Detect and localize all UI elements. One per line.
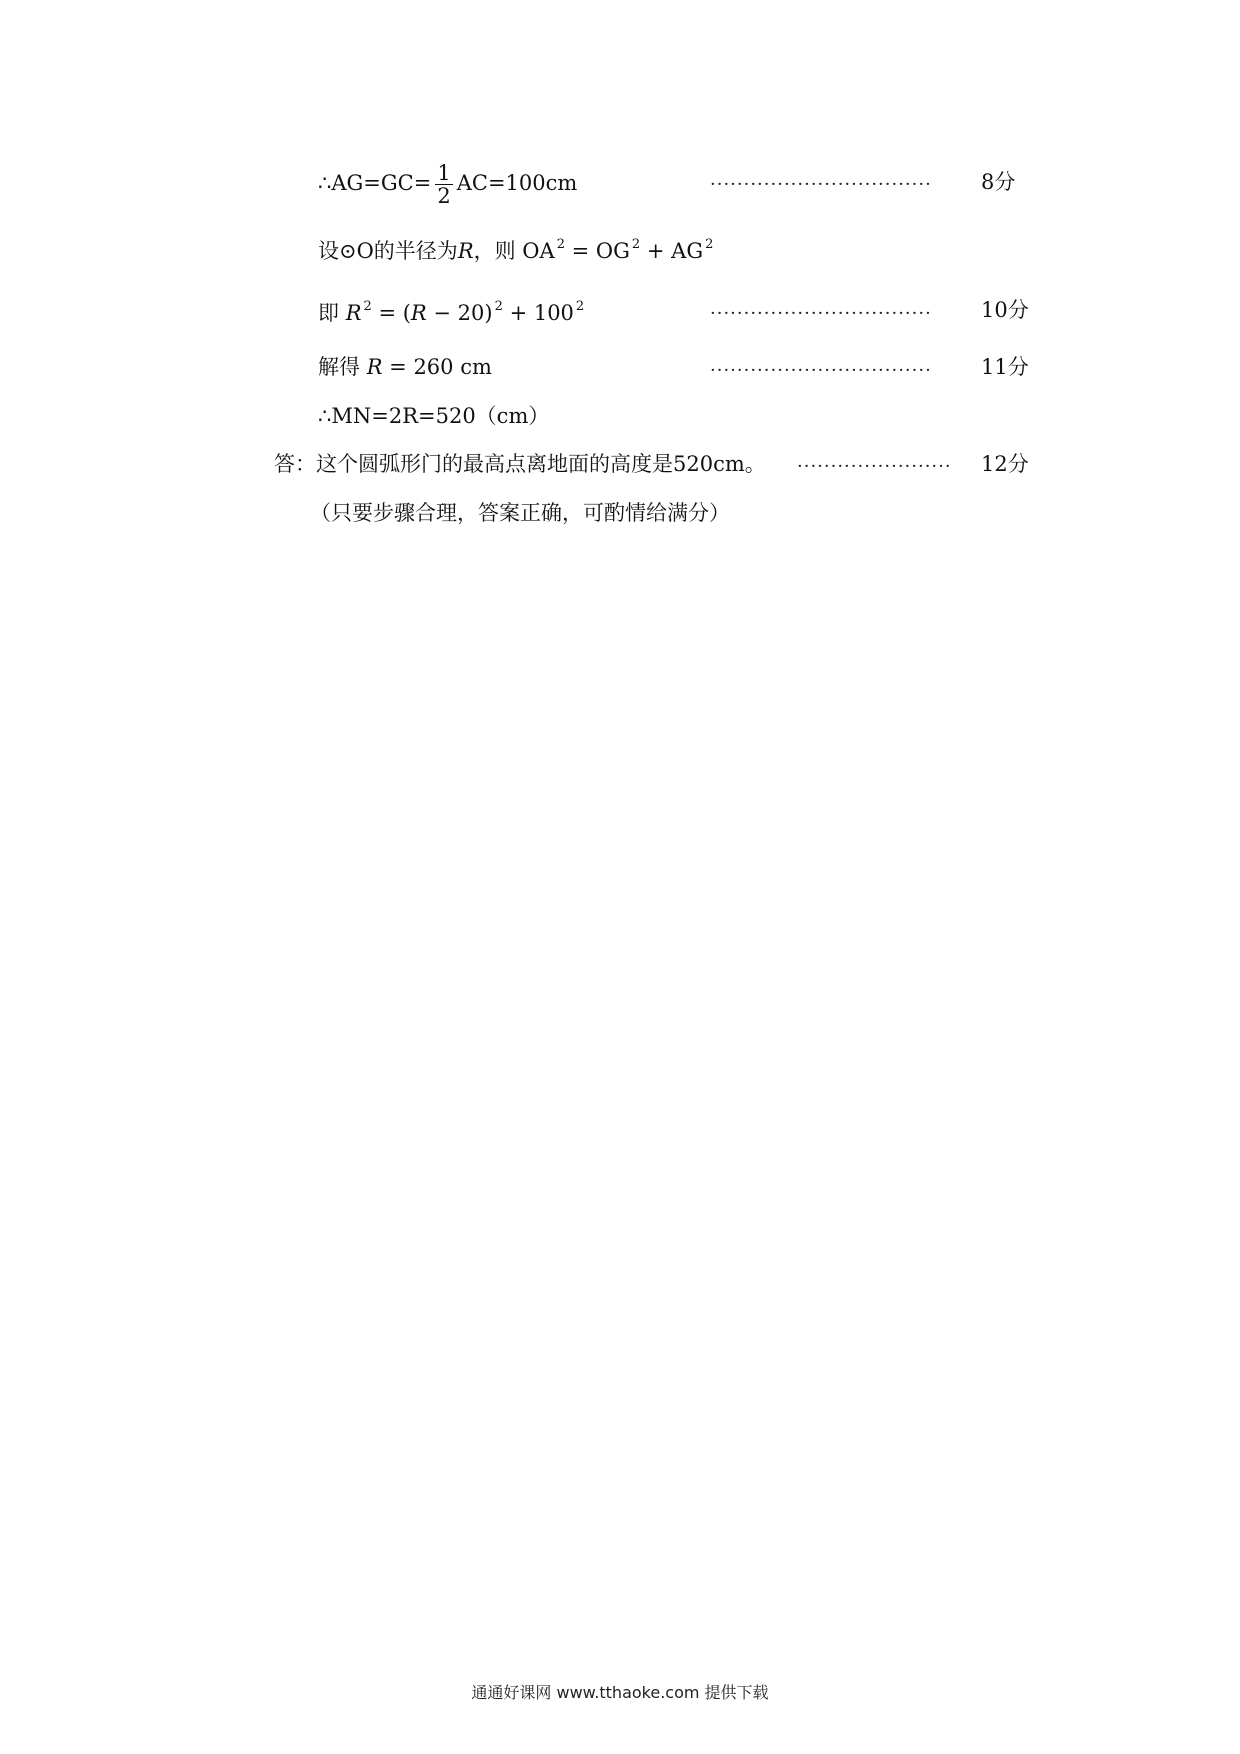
- variable-r: R: [366, 355, 383, 379]
- step-equation-eq: = (: [371, 301, 411, 325]
- step-ag-gc-suffix: AC=100cm: [456, 171, 578, 196]
- score-8: 8分: [981, 170, 1016, 194]
- score-leader-8: ·································: [710, 174, 932, 195]
- score-11: 11分: [981, 355, 1029, 379]
- fraction-numerator: 1: [437, 161, 451, 185]
- step-solution: [318, 357, 492, 378]
- step-radius-prefix: 设⊙O的半径为: [318, 239, 458, 263]
- exponent: 2: [575, 299, 585, 314]
- step-solution-prefix: 解得: [318, 355, 367, 379]
- exponent: 2: [363, 299, 372, 314]
- step-radius-oa: ，则 OA: [473, 239, 555, 263]
- exponent: 2: [705, 237, 714, 252]
- footer-source: 通通好课网 www.tthaoke.com 提供下载: [471, 1683, 769, 1702]
- final-answer: 答：这个圆弧形门的最高点离地面的高度是520cm。: [274, 452, 766, 476]
- exponent: 2: [631, 237, 641, 252]
- score-leader-12: ·······················: [797, 456, 952, 477]
- step-radius-setup: [318, 238, 713, 262]
- grading-note: （只要步骤合理，答案正确，可酌情给满分）: [310, 501, 730, 525]
- variable-r: R: [345, 301, 362, 325]
- exponent: 2: [556, 237, 565, 252]
- step-equation: [318, 300, 584, 324]
- score-12: 12分: [981, 452, 1029, 476]
- score-leader-10: ·································: [710, 303, 932, 324]
- step-radius-og: = OG: [564, 239, 630, 263]
- step-ag-gc-prefix: ∴AG=GC=: [318, 171, 432, 196]
- fraction-one-half: [435, 162, 452, 207]
- variable-r: R: [457, 239, 474, 263]
- step-solution-value: = 260 cm: [382, 355, 492, 379]
- score-10: 10分: [981, 298, 1029, 322]
- step-equation-minus: − 20): [426, 301, 493, 325]
- fraction-denominator: 2: [437, 184, 451, 209]
- score-leader-11: ·································: [710, 360, 932, 381]
- variable-r: R: [410, 301, 427, 325]
- exponent: 2: [494, 299, 503, 314]
- step-radius-ag: + AG: [640, 239, 704, 263]
- step-equation-prefix: 即: [318, 301, 346, 325]
- step-equation-plus: + 100: [502, 301, 574, 325]
- step-ag-gc: [318, 162, 577, 207]
- step-mn: ∴MN=2R=520（cm）: [318, 404, 550, 428]
